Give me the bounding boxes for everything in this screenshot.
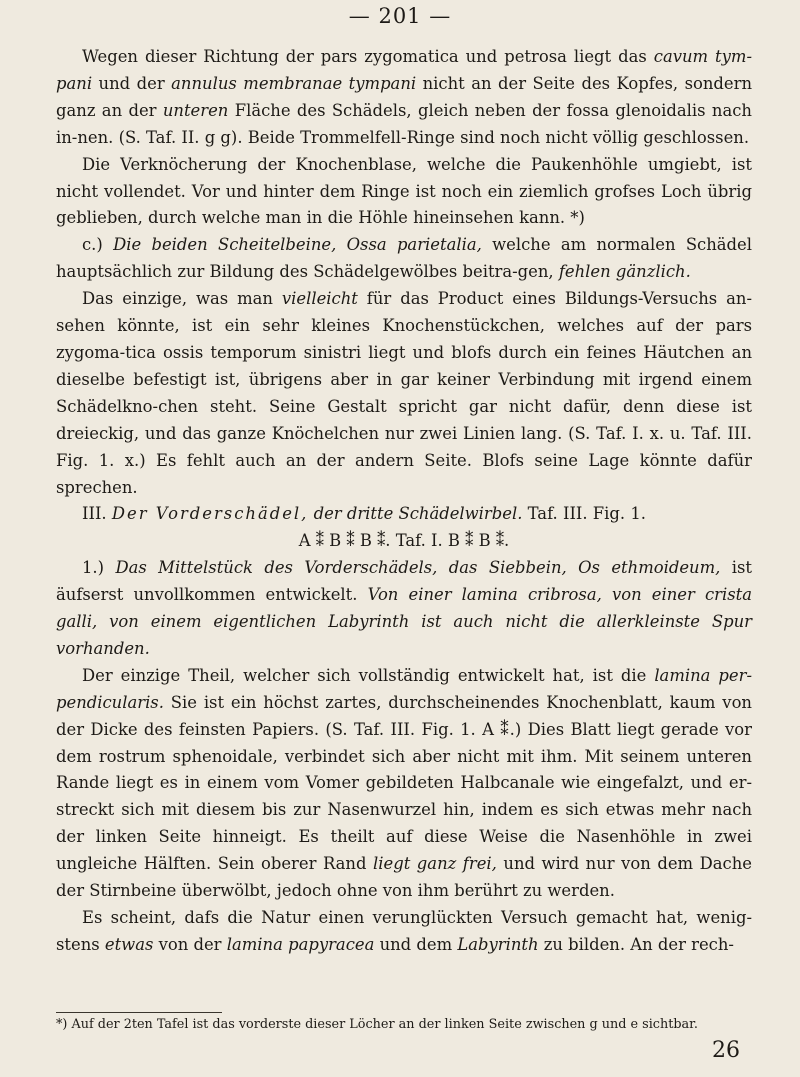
- paragraph-6: Der einzige Theil, welcher sich vollständig entwickelt hat, ist die lamina per-pendicularis. Sie ist ein höchst zartes, durchscheinendes Knochenblatt, kaum von der Dicke des feinsten Papiers. (S. Taf. III. Fig. 1. A ⁑.) Dies Blatt liegt gerade vor dem rostrum sphenoidale, verbindet sich aber nicht mit ihm. Mit seinem unteren Rande liegt es in einem vom Vomer gebildeten Halbcanale wie eingefalzt, und er-streckt sich mit diesem bis zur Nasenwurzel hin, indem es sich etwas mehr nach der linken Seite hinneigt. Es theilt auf diese Weise die Nasenhöhle in zwei ungleiche Hälften. Sein oberer Rand liegt ganz frei, und wird nur von dem Dache der Stirnbeine überwölbt, jedoch ohne von ihm berührt zu werden.: [56, 665, 752, 901]
- body-text: [56, 44, 752, 959]
- signature-mark: 26: [712, 1038, 740, 1063]
- footnote-rule: [56, 1012, 222, 1013]
- paragraph-1: Wegen dieser Richtung der pars zygomatica und petrosa liegt das cavum tym-pani und der annulus membranae tympani nicht an der Seite des Kopfes, sondern ganz an der unteren Fläche des Schädels, gleich neben der fossa glenoidalis nach in-nen. (S. Taf. II. g g). Beide Trommelfell-Ringe sind noch nicht völlig geschlossen.: [56, 47, 753, 147]
- footnote: *) Auf der 2ten Tafel ist das vorderste dieser Löcher an der linken Seite zwischen g und e sichtbar.: [56, 1017, 698, 1032]
- paragraph-4: Das einzige, was man vielleicht für das Product eines Bildungs-Versuchs an-sehen könnte, ist ein sehr kleines Knochenstückchen, welches auf der pars zygoma-tica ossis temporum sinistri liegt und blofs durch ein feines Häutchen an dieselbe befestigt ist, übrigens aber in gar keiner Verbindung mit irgend einem Schädelkno-chen steht. Seine Gestalt spricht gar nicht dafür, denn diese ist dreieckig, und das ganze Knöchelchen nur zwei Linien lang. (S. Taf. I. x. u. Taf. III. Fig. 1. x.) Es fehlt auch an der andern Seite. Blofs seine Lage könnte dafür sprechen.: [56, 289, 752, 497]
- figure-reference: A ⁑ B ⁑ B ⁑. Taf. I. B ⁑ B ⁑.: [298, 531, 510, 551]
- paragraph-3: c.) Die beiden Scheitelbeine, Ossa parietalia, welche am normalen Schädel hauptsächlich zur Bildung des Schädelgewölbes beitra-gen, fehlen gänzlich.: [56, 235, 752, 282]
- paragraph-7: Es scheint, dafs die Natur einen verunglückten Versuch gemacht hat, wenig-stens etwas von der lamina papyracea und dem Labyrinth zu bilden. An der rech-: [56, 908, 752, 954]
- section-heading: III. Der Vorderschädel, der dritte Schädelwirbel. Taf. III. Fig. 1.: [82, 504, 646, 524]
- paragraph-5: 1.) Das Mittelstück des Vorderschädels, das Siebbein, Os ethmoideum, ist äufserst unvollkommen entwickelt. Von einer lamina cribrosa, von einer crista galli, von einem eigentlichen Labyrinth ist auch nicht die allerkleinste Spur vorhanden.: [56, 558, 752, 658]
- page-number: — 201 —: [348, 4, 452, 28]
- paragraph-2: Die Verknöcherung der Knochenblase, welche die Paukenhöhle umgiebt, ist nicht vollendet. Vor und hinter dem Ringe ist noch ein ziemlich grofses Loch übrig geblieben, durch welche man in die Höhle hineinsehen kann. *): [56, 154, 752, 228]
